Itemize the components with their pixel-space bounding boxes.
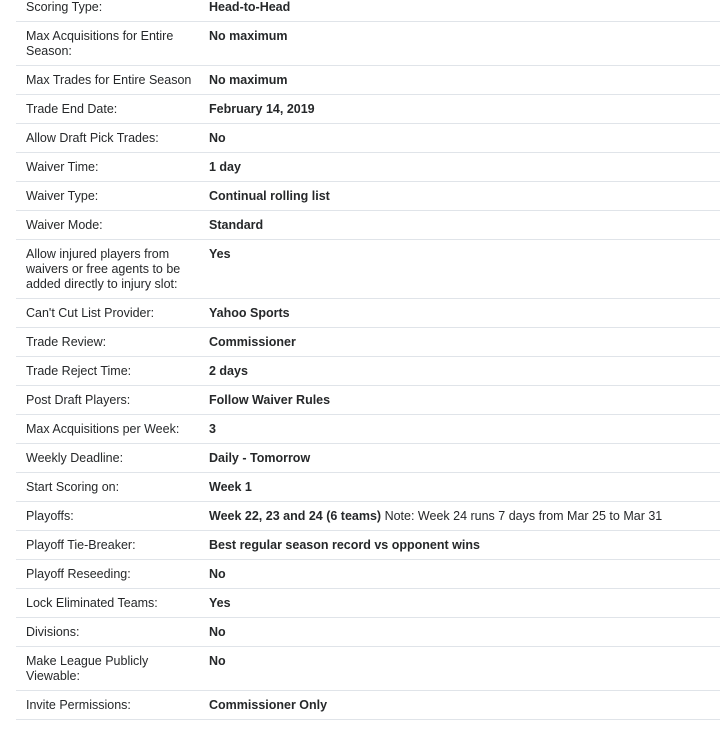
setting-value-text: Yahoo Sports	[209, 306, 290, 320]
setting-label: Post Draft Players:	[26, 393, 131, 407]
settings-row	[16, 473, 720, 502]
setting-label: Max Trades for Entire Season	[26, 73, 192, 87]
setting-value	[209, 124, 720, 152]
setting-label: Lock Eliminated Teams:	[26, 596, 158, 610]
setting-value-text: No maximum	[209, 29, 288, 43]
setting-value	[209, 211, 720, 239]
setting-value-text: Daily - Tomorrow	[209, 451, 311, 465]
settings-row	[16, 531, 720, 560]
settings-row	[16, 153, 720, 182]
setting-value-text: Continual rolling list	[209, 189, 330, 203]
settings-row	[16, 95, 720, 124]
setting-label: Playoff Tie-Breaker:	[26, 538, 136, 552]
settings-row	[16, 211, 720, 240]
settings-row	[16, 240, 720, 299]
setting-label: Can't Cut List Provider:	[26, 306, 155, 320]
setting-label: Divisions:	[26, 625, 80, 639]
setting-value	[209, 691, 720, 719]
settings-row	[16, 618, 720, 647]
setting-value	[209, 618, 720, 646]
setting-label: Start Scoring on:	[26, 480, 120, 494]
setting-value	[209, 502, 720, 530]
setting-value-text: Head-to-Head	[209, 0, 291, 14]
settings-row	[16, 299, 720, 328]
setting-label: Trade End Date:	[26, 102, 118, 116]
settings-row	[16, 124, 720, 153]
setting-value	[209, 444, 720, 472]
setting-label: Playoffs:	[26, 509, 74, 523]
setting-label: Trade Reject Time:	[26, 364, 132, 378]
setting-value	[209, 415, 720, 443]
setting-value-text: 1 day	[209, 160, 241, 174]
settings-row	[16, 415, 720, 444]
setting-value-text: 2 days	[209, 364, 248, 378]
setting-value	[209, 0, 720, 21]
setting-value-text: No	[209, 625, 226, 639]
setting-value	[209, 22, 720, 65]
setting-label: Max Acquisitions per Week:	[26, 422, 180, 436]
setting-label: Weekly Deadline:	[26, 451, 124, 465]
settings-row	[16, 502, 720, 531]
settings-row	[16, 0, 720, 22]
setting-value-text: Follow Waiver Rules	[209, 393, 331, 407]
setting-value-text: February 14, 2019	[209, 102, 315, 116]
settings-row	[16, 589, 720, 618]
setting-label: Trade Review:	[26, 335, 107, 349]
league-settings-table	[16, 0, 720, 720]
settings-row	[16, 444, 720, 473]
setting-value	[209, 328, 720, 356]
setting-value	[209, 357, 720, 385]
setting-value	[209, 299, 720, 327]
setting-value	[209, 531, 720, 559]
setting-value	[209, 647, 720, 690]
setting-value	[209, 560, 720, 588]
settings-row	[16, 182, 720, 211]
setting-label: Make League Publicly Viewable:	[26, 654, 149, 683]
settings-row	[16, 560, 720, 589]
settings-row	[16, 66, 720, 95]
setting-value-text: Yes	[209, 247, 231, 261]
setting-value-text: No	[209, 131, 226, 145]
setting-label: Invite Permissions:	[26, 698, 131, 712]
setting-value-text: Commissioner Only	[209, 698, 328, 712]
setting-label: Waiver Mode:	[26, 218, 103, 232]
settings-row	[16, 386, 720, 415]
setting-value-text: Standard	[209, 218, 264, 232]
setting-value-text: Week 22, 23 and 24 (6 teams)	[209, 509, 382, 523]
setting-value	[209, 240, 720, 298]
settings-row	[16, 647, 720, 691]
settings-row	[16, 328, 720, 357]
settings-row	[16, 357, 720, 386]
setting-value-text: 3	[209, 422, 216, 436]
setting-value	[209, 473, 720, 501]
setting-label: Max Acquisitions for Entire Season:	[26, 29, 174, 58]
settings-row	[16, 691, 720, 720]
setting-value	[209, 153, 720, 181]
setting-value-text: No maximum	[209, 73, 288, 87]
setting-label: Waiver Time:	[26, 160, 99, 174]
settings-row	[16, 22, 720, 66]
setting-label: Allow Draft Pick Trades:	[26, 131, 159, 145]
setting-note: Note: Week 24 runs 7 days from Mar 25 to Mar 31	[381, 509, 663, 523]
setting-value-text: Commissioner	[209, 335, 296, 349]
setting-value-text: Best regular season record vs opponent wins	[209, 538, 480, 552]
setting-value-text: Week 1	[209, 480, 252, 494]
setting-value	[209, 386, 720, 414]
setting-value	[209, 95, 720, 123]
setting-label: Scoring Type:	[26, 0, 103, 14]
setting-value-text: No	[209, 567, 226, 581]
setting-value	[209, 182, 720, 210]
setting-value-text: Yes	[209, 596, 231, 610]
setting-value	[209, 66, 720, 94]
setting-label: Waiver Type:	[26, 189, 99, 203]
setting-value-text: No	[209, 654, 226, 668]
setting-label: Allow injured players from waivers or free agents to be added directly to injury slot:	[26, 247, 181, 291]
setting-label: Playoff Reseeding:	[26, 567, 131, 581]
setting-value	[209, 589, 720, 617]
